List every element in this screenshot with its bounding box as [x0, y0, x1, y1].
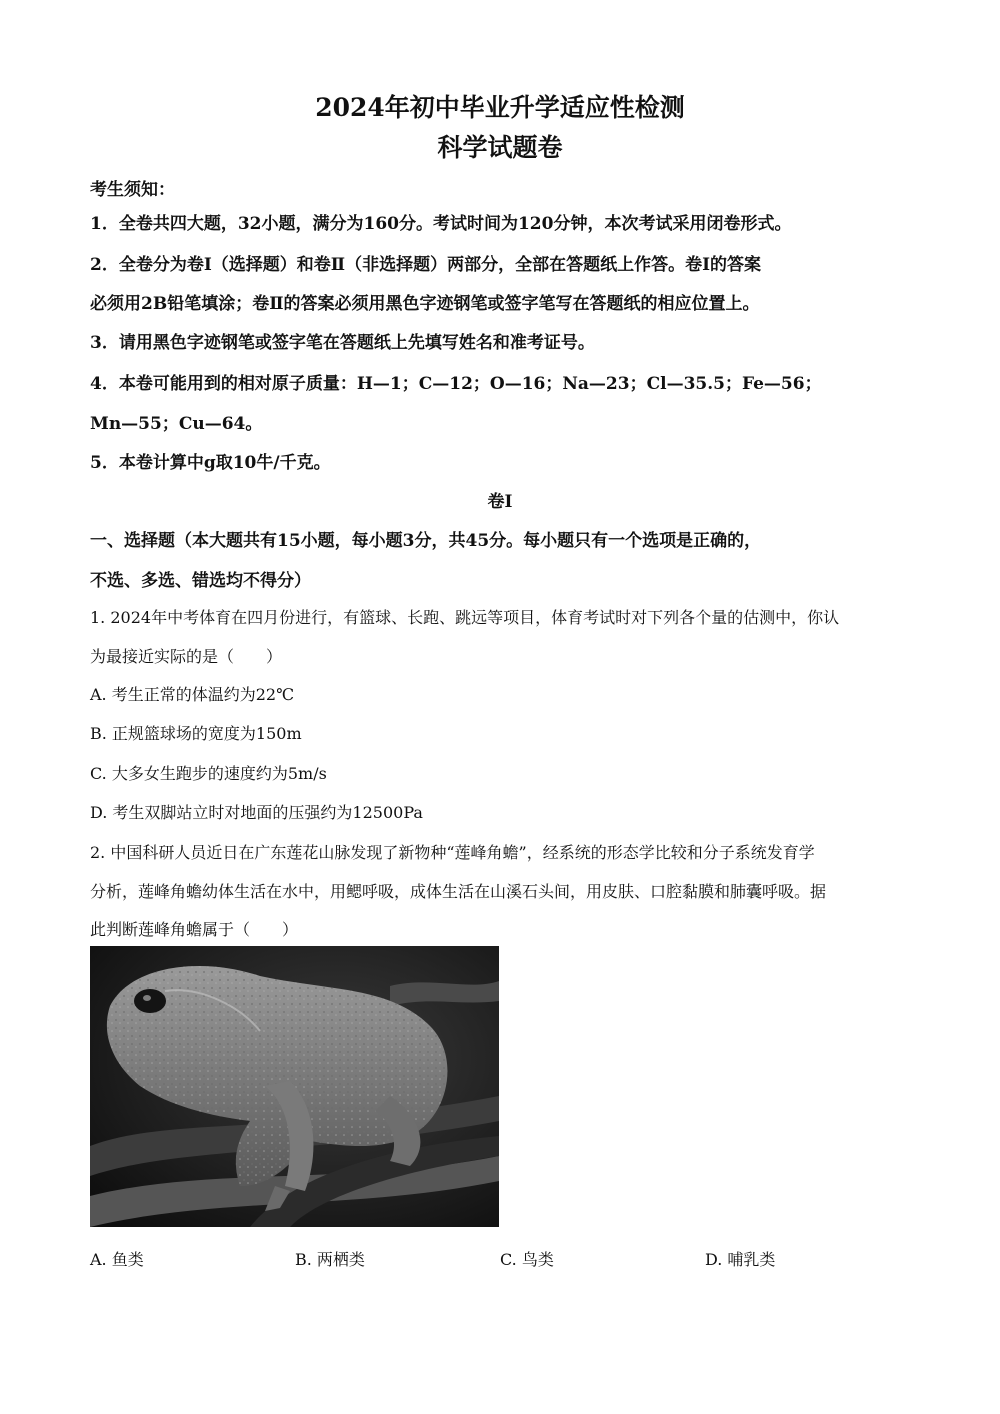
- question-stem: 1. 2024年中考体育在四月份进行，有篮球、长跑、跳远等项目，体育考试时对下列各个量的估测中，你认: [90, 608, 840, 627]
- notice-line: 4．本卷可能用到的相对原子质量：H—1；C—12；O—16；Na—23；Cl—35.5；Fe—56；: [90, 374, 822, 394]
- question-stem: 2. 中国科研人员近日在广东莲花山脉发现了新物种“莲峰角蟾”，经系统的形态学比较和分子系统发育学: [90, 843, 815, 862]
- notice-line: 1．全卷共四大题，32小题，满分为160分。考试时间为120分钟，本次考试采用闭卷形式。: [90, 214, 792, 234]
- question-stem: 此判断莲峰角蟾属于（ ）: [90, 920, 299, 939]
- option-a: A. 考生正常的体温约为22℃: [90, 685, 294, 704]
- section-heading: 一、选择题（本大题共有15小题，每小题3分，共45分。每小题只有一个选项是正确的，: [90, 531, 762, 551]
- notice-line: 5．本卷计算中g取10牛/千克。: [90, 453, 331, 473]
- toad-photo: [90, 946, 499, 1227]
- option-b: B. 正规篮球场的宽度为150m: [90, 724, 302, 743]
- option-d: D. 哺乳类: [705, 1250, 776, 1269]
- volume-label: 卷Ⅰ: [487, 492, 513, 512]
- question-stem: 分析，莲峰角蟾幼体生活在水中，用鳃呼吸，成体生活在山溪石头间，用皮肤、口腔黏膜和肺囊呼吸。据: [90, 882, 827, 901]
- notice-line: 2．全卷分为卷Ⅰ（选择题）和卷Ⅱ（非选择题）两部分，全部在答题纸上作答。卷Ⅰ的答案: [90, 255, 762, 275]
- notice-line: Mn—55；Cu—64。: [90, 414, 263, 434]
- notice-line: 必须用2B铅笔填涂；卷Ⅱ的答案必须用黑色字迹钢笔或签字笔写在答题纸的相应位置上。: [90, 294, 760, 314]
- question-stem: 为最接近实际的是（ ）: [90, 647, 283, 666]
- notice-line: 3．请用黑色字迹钢笔或签字笔在答题纸上先填写姓名和准考证号。: [90, 333, 595, 353]
- option-b: B. 两栖类: [295, 1250, 365, 1269]
- option-d: D. 考生双脚站立时对地面的压强约为12500Pa: [90, 803, 423, 822]
- option-c: C. 大多女生跑步的速度约为5m/s: [90, 764, 327, 783]
- notice-heading: 考生须知：: [90, 180, 175, 200]
- section-heading: 不选、多选、错选均不得分）: [90, 571, 311, 591]
- exam-subtitle: 科学试题卷: [437, 133, 563, 162]
- exam-title: 2024年初中毕业升学适应性检测: [315, 93, 685, 122]
- option-c: C. 鸟类: [500, 1250, 554, 1269]
- option-a: A. 鱼类: [90, 1250, 144, 1269]
